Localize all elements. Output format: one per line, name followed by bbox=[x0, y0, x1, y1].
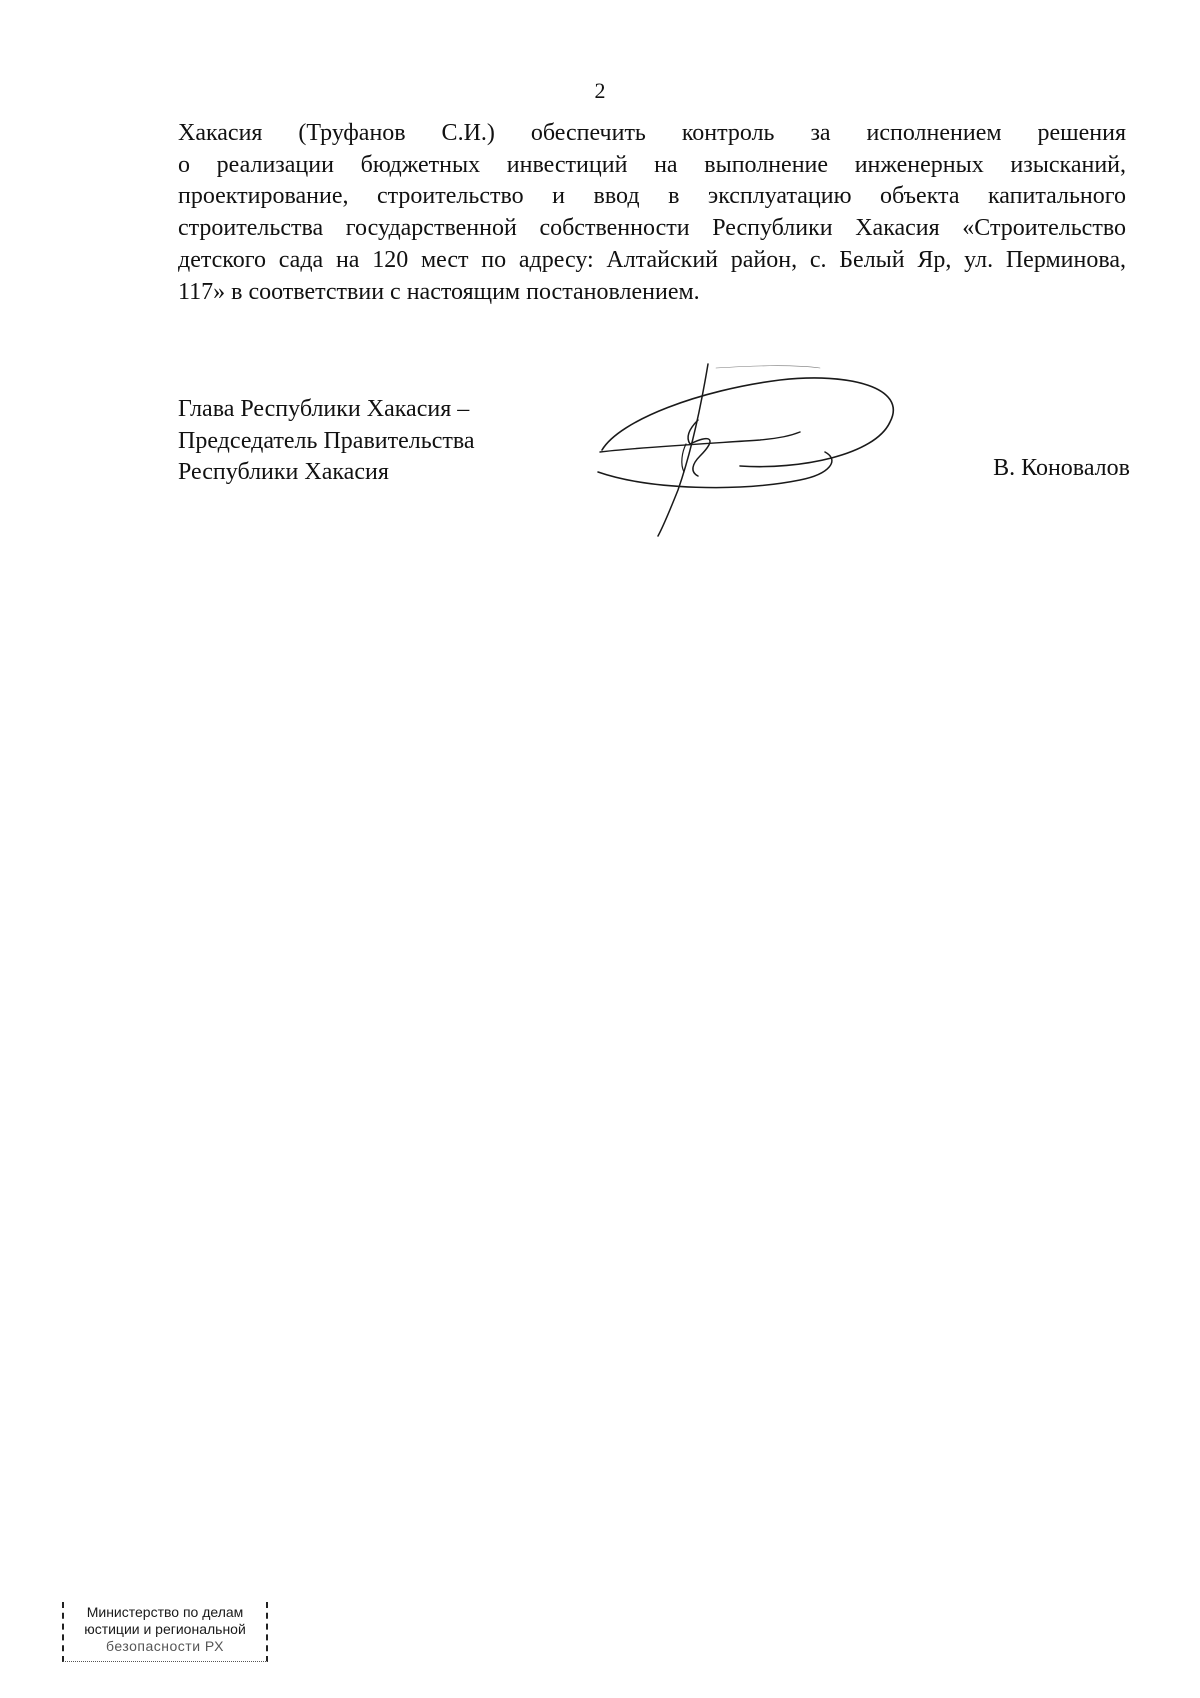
body-line: строительства государственной собственности Республики Хакасия «Строительство bbox=[178, 215, 1126, 242]
registration-stamp bbox=[62, 1602, 268, 1662]
page-number: 2 bbox=[594, 78, 606, 103]
body-paragraph bbox=[178, 118, 1126, 308]
body-line: проектирование, строительство и ввод в эксплуатацию объекта капитального bbox=[178, 183, 1126, 210]
signer-title-line: Председатель Правительства bbox=[178, 427, 475, 454]
body-line: 117» в соответствии с настоящим постановлением. bbox=[178, 278, 700, 305]
body-line: детского сада на 120 мест по адресу: Алтайский район, с. Белый Яр, ул. Перминова, bbox=[178, 246, 1126, 273]
body-line: о реализации бюджетных инвестиций на выполнение инженерных изысканий, bbox=[178, 151, 1126, 178]
stamp-line: Министерство по делам bbox=[86, 1604, 244, 1620]
stamp-line: безопасности РХ bbox=[106, 1638, 224, 1654]
signer-title bbox=[178, 394, 598, 489]
stamp-line: юстиции и региональной bbox=[84, 1621, 246, 1637]
body-line: Хакасия (Труфанов С.И.) обеспечить контроль за исполнением решения bbox=[178, 120, 1126, 146]
signer-name: В. Коновалов bbox=[993, 455, 1130, 481]
signer-title-line: Республики Хакасия bbox=[178, 459, 389, 486]
signer-title-line: Глава Республики Хакасия – bbox=[178, 396, 470, 422]
handwritten-signature bbox=[590, 360, 920, 540]
